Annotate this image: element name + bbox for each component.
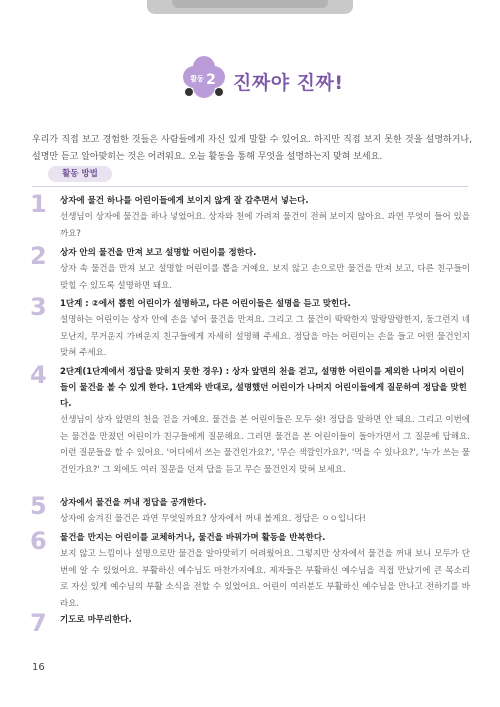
step-body: 상자에 숨겨진 물건은 과연 무엇일까요? 상자에서 꺼내 볼게요. 정답은 ㅇㅇ입니다! [60,514,366,524]
step-6 [30,527,470,612]
method-label: 활동 방법 [48,166,112,182]
step-body: 설명하는 어린이는 상자 안에 손을 넣어 물건을 만져요. 그리고 그 물건이 딱딱한지 말랑말랑한지, 둥그런지 네모난지, 무거운지 가벼운지 친구들에게 자세히 설명해 주세요. 정답을 아는 어린이는 손을 들고 어떤 물건인지 맞혀 주세요. [60,315,470,358]
step-2 [30,242,470,294]
step-7 [30,609,470,637]
step-4 [30,361,470,478]
divider [32,186,468,187]
top-tab-inner-decoration [172,0,328,8]
step-title: 기도로 마무리한다. [60,615,132,625]
step-title: 물건을 만지는 어린이를 교체하거나, 물건을 바꿔가며 활동을 반복한다. [60,533,326,543]
step-title: 상자 안의 물건을 만져 보고 설명할 어린이를 정한다. [60,248,257,258]
step-body: 보지 않고 느낌이나 설명으로만 물건을 알아맞히기 어려웠어요. 그렇지만 상자에서 물건을 꺼내 보니 모두가 단번에 알 수 있었어요. 부활하신 예수님도 마찬가지예요. 제자들은 부활하신 예수님을 직접 만났기에 큰 목소리로 자신 있게 예수님의 부활 소식을 전할 수 있었어요. 어린이 여러분도 부활하신 예수님을 만나고 전하기를 바라요. [60,549,470,609]
page-number: 16 [32,662,45,673]
step-number: 4 [30,361,47,389]
step-title: 2단계(1단계에서 정답을 맞히지 못한 경우) : 상자 앞면의 천을 걷고, 설명한 어린이를 제외한 나머지 어린이들이 물건을 볼 수 있게 한다. 1단계와 반대로, 설명했던 어린이가 나머지 어린이들에게 질문하여 정답을 맞힌다. [60,367,467,409]
step-number: 5 [30,492,47,520]
step-number: 2 [30,242,47,270]
activity-badge-icon [181,54,227,100]
step-number: 3 [30,293,47,321]
step-1 [30,190,470,242]
step-title: 상자에 물건 하나를 어린이들에게 보이지 않게 잘 감추면서 넣는다. [60,196,309,206]
step-body: 선생님이 상자 앞면의 천을 걷을 거예요. 물건을 본 어린이들은 모두 쉿! 정답을 말하면 안 돼요. 그리고 이번에는 물건을 만졌던 어린이가 친구들에게 질문해요. 그러면 물건을 본 어린이들이 돌아가면서 그 질문에 답해요. 이런 질문들을 할 수 있어요. '어디에서 쓰는 물건인가요?', '무슨 색깔인가요?', '먹을 수 있나요?', '누가 쓰는 물건인가요?' 그 외에도 여러 질문을 던져 답을 듣고 무슨 물건인지 맞혀 보세요. [60,415,470,475]
step-body: 상자 속 물건을 만져 보고 설명할 어린이를 뽑을 거예요. 보지 않고 손으로만 물건을 만져 보고, 다른 친구들이 맞힐 수 있도록 설명하면 돼요. [60,264,470,291]
intro-paragraph: 우리가 직접 보고 경험한 것들은 사람들에게 자신 있게 말할 수 있어요. 하지만 직접 보지 못한 것을 설명하거나, 설명만 듣고 알아맞히는 것은 어려워요. 오늘 활동을 통해 무엇을 설명하는지 맞혀 보세요. [32,135,472,162]
step-number: 1 [30,190,47,218]
page-title: 진짜야 진짜! [233,72,344,94]
badge-label: 활동 [190,75,204,83]
activity-header [0,62,500,102]
badge-number: 2 [206,72,216,88]
step-title: 상자에서 물건을 꺼내 정답을 공개한다. [60,498,207,508]
step-number: 6 [30,527,47,555]
step-title: 1단계 : ②에서 뽑힌 어린이가 설명하고, 다른 어린이들은 설명을 듣고 맞힌다. [60,299,351,309]
step-number: 7 [30,609,47,637]
step-body: 선생님이 상자에 물건을 하나 넣었어요. 상자와 천에 가려져 물건이 전혀 보이지 않아요. 과연 무엇이 들어 있을까요? [60,212,470,239]
step-5 [30,492,470,528]
step-3 [30,293,470,362]
